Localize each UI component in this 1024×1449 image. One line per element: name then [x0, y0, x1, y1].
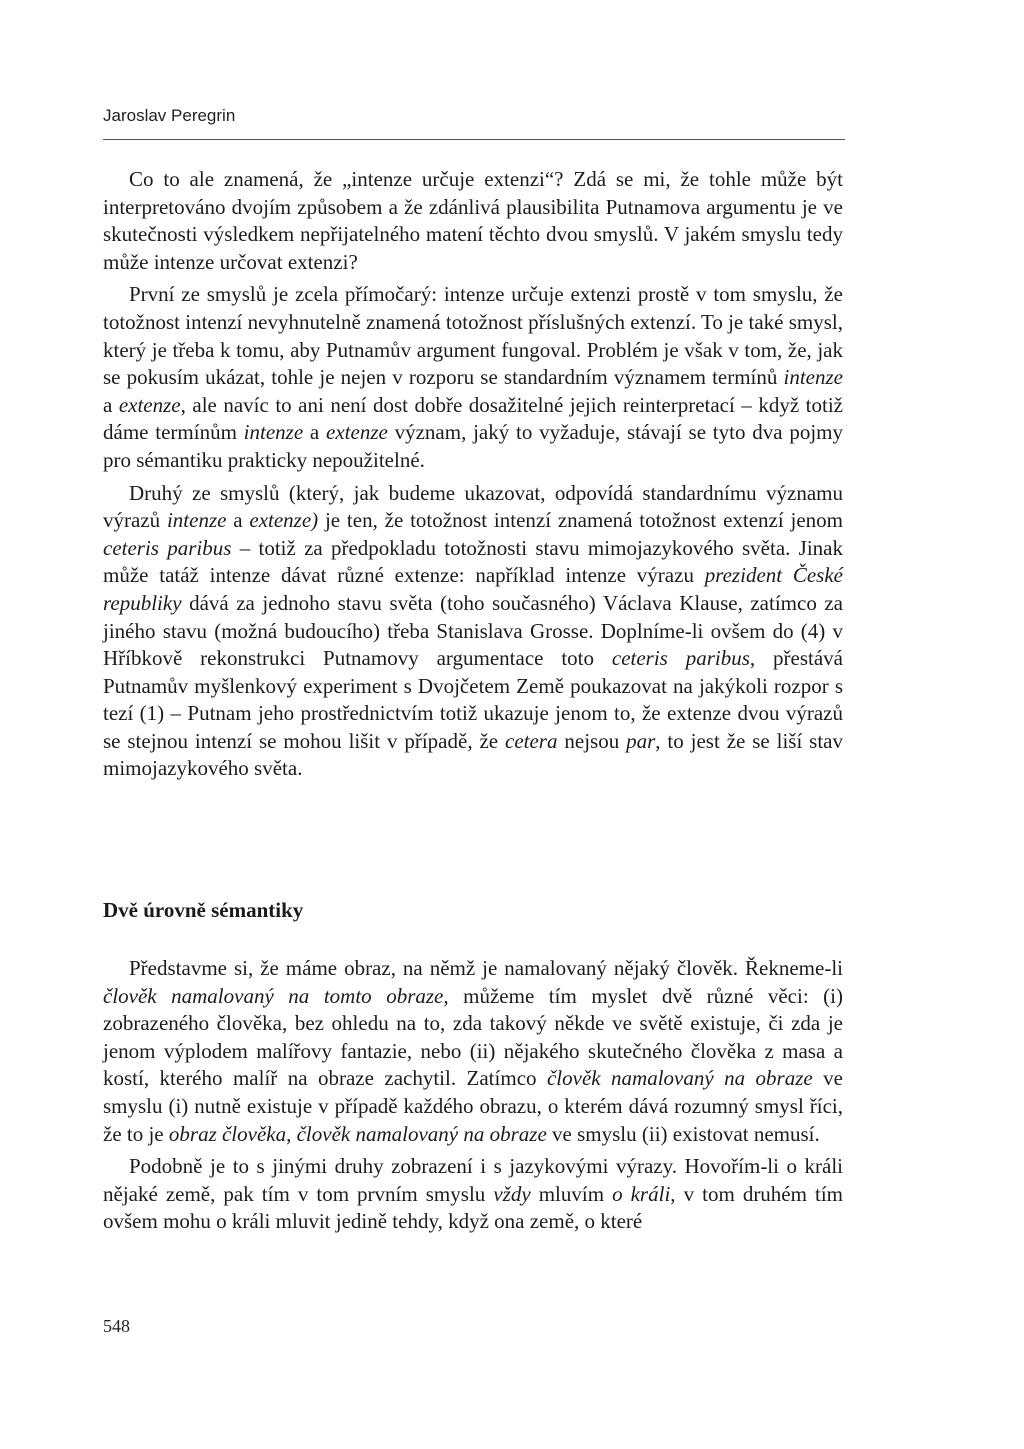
italic-run: člověk namalovaný na obraze	[296, 1121, 547, 1146]
italic-run: cetera	[505, 728, 558, 753]
italic-run: extenze	[118, 392, 181, 417]
page-number: 548	[103, 1316, 130, 1336]
italic-run: člověk namalovaný na tomto obraze	[103, 983, 444, 1008]
text-run: – totiž za předpokladu totožnosti stavu mimojazykového světa. Jinak může tatáž intenze dávat různé extenze: například intenze výrazu	[103, 535, 844, 588]
paragraph	[103, 480, 843, 784]
italic-run: ceteris paribus	[103, 535, 232, 560]
italic-run: prezident České republiky	[103, 563, 843, 615]
text-run: a	[303, 420, 327, 445]
italic-run: extenze	[326, 420, 388, 445]
text-run: nejsou	[557, 728, 627, 753]
italic-run: extenze)	[249, 508, 319, 533]
italic-run: vždy	[493, 1181, 531, 1206]
running-head-author: Jaroslav Peregrin	[103, 106, 236, 125]
text-run: ve smyslu (i) nutně existuje v případě každého obrazu, o kterém dává rozumný smysl říci, že to je	[103, 1066, 843, 1146]
italic-run: intenze	[243, 420, 304, 445]
text-run: Představme si, že máme obraz, na němž je namalovaný nějaký člověk. Řekneme-li	[129, 956, 843, 980]
text-run: je ten, že totožnost intenzí znamená totožnost extenzí jenom	[318, 508, 843, 533]
text-run: , to jest že se liší stav mimojazykového světa.	[103, 728, 843, 781]
paragraph	[103, 281, 843, 474]
text-run: a	[226, 508, 250, 533]
text-run: , v tom druhém tím ovšem mohu o králi mluvit jedině tehdy, když ona země, o které	[103, 1181, 844, 1234]
italic-run: intenze	[166, 508, 227, 533]
text-run: První ze smyslů je zcela přímočarý: intenze určuje extenzi prostě v tom smyslu, že totožnost intenzí nevyhnutelně znamená totožnost příslušných extenzí. To je také smysl, který je třeba k tomu, aby Putnamův argument fungoval. Problém je však v tom, že, jak se pokusím ukázat, tohle je nejen v rozporu se standardním významem termínů	[103, 282, 843, 390]
paragraph	[103, 955, 843, 1148]
text-run: ve smyslu (ii) existovat nemusí.	[546, 1121, 820, 1146]
text-run: význam, jaký to vyžaduje, stávají se tyto dva pojmy pro sémantiku prakticky nepoužitelné.	[103, 420, 843, 472]
paragraph	[103, 166, 843, 276]
text-run: dává za jednoho stavu světa (toho současného) Václava Klause, zatímco za jiného stavu (možná budoucího) třeba Stanislava Grosse. Doplníme-li ovšem do (4) v Hříbkově rekonstrukci Putnamovy argumentace toto	[103, 590, 843, 671]
text-run: Druhý ze smyslů (který, jak budeme ukazovat, odpovídá standardnímu významu výrazů	[103, 480, 843, 533]
section-heading: Dvě úrovně sémantiky	[103, 898, 304, 922]
text-run: , přestává Putnamův myšlenkový experiment s Dvojčetem Země poukazovat na jakýkoli rozpor s tezí (1) – Putnam jeho prostřednictvím totiž ukazuje jenom to, že extenze dvou výrazů se stejnou intenzí se mohou lišit v případě, že	[103, 646, 843, 753]
text-run: , ale navíc to ani není dost dobře dosažitelné jejich reinterpretací – když totiž dáme termínům	[103, 392, 843, 445]
main-text	[103, 166, 843, 788]
text-run: mluvím	[530, 1181, 613, 1206]
italic-run: o králi	[612, 1181, 671, 1206]
header-rule	[103, 139, 845, 140]
text-run: Podobně je to s jinými druhy zobrazení i s jazykovými výrazy. Hovořím-li o králi nějaké země, pak tím v tom prvním smyslu	[103, 1154, 843, 1206]
italic-run: intenze	[783, 365, 843, 390]
paragraph	[103, 1153, 843, 1236]
text-run: ,	[286, 1121, 297, 1146]
text-run: a	[103, 392, 119, 417]
italic-run: par	[626, 728, 656, 753]
italic-run: obraz člověka	[168, 1121, 287, 1146]
text-run: Co to ale znamená, že „intenze určuje extenzi“? Zdá se mi, že tohle může být interpretováno dvojím způsobem a že zdánlivá plausibilita Putnamova argumentu je ve skutečnosti výsledkem nepřijatelného matení těchto dvou smyslů. V jakém smyslu tedy může intenze určovat extenzi?	[103, 167, 843, 274]
italic-run: ceteris paribus	[611, 646, 750, 671]
text-run: , můžeme tím myslet dvě různé věci: (i) zobrazeného člověka, bez ohledu na to, zda takový někde ve světě existuje, či zda je jenom výplodem malířovy fantazie, nebo (ii) nějakého skutečného člověka z masa a kostí, kterého malíř na obraze zachytil. Zatímco	[103, 983, 843, 1091]
italic-run: člověk namalovaný na obraze	[546, 1066, 813, 1091]
section-text	[103, 955, 843, 1241]
